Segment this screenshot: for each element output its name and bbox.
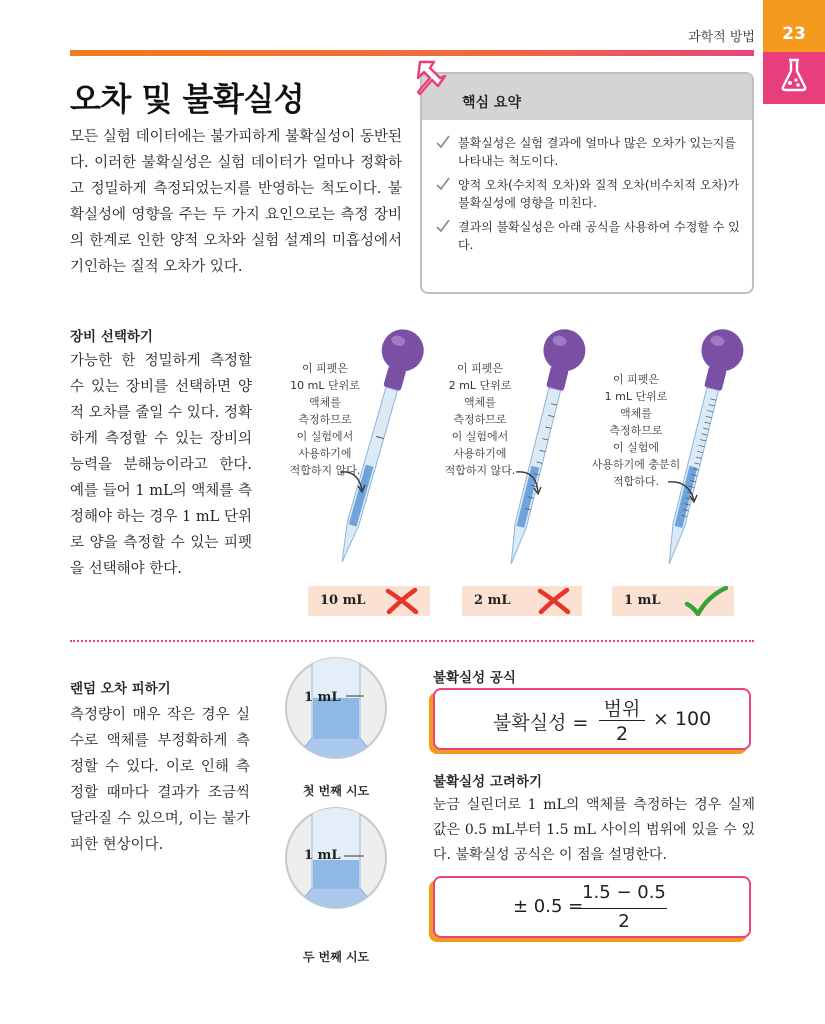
fraction-bar — [581, 908, 667, 909]
equipment-paragraph: 가능한 한 정밀하게 측정할 수 있는 장비를 선택하면 양적 오차를 줄일 수 있다. 정확하게 측정할 수 있는 장비의 능력을 분해능이라고 한다. 예를 들어 1 mL의 액체를 측정해야 하는 경우 1 mL 단위로 양을 측정할 수 있는 피펫을 선택해야 한다. — [70, 353, 252, 577]
random-heading: 랜덤 오차 피하기 — [70, 681, 171, 697]
trial-2-label: 두 번째 시도 — [302, 950, 370, 964]
fraction-bar — [599, 720, 645, 721]
check-icon — [436, 219, 450, 233]
pipette-caption: 이 피펫은 10 mL 단위로 액체를 측정하므로 이 실험에서 사용하기에 적합하지 않다. — [289, 362, 361, 477]
page-tab — [763, 0, 825, 104]
pipette-label-2ml: 2 mL — [462, 586, 582, 616]
example-denominator: 2 — [618, 911, 630, 932]
flask-icon — [780, 58, 808, 92]
pipette-label-10ml: 10 mL — [308, 586, 430, 616]
cross-icon — [384, 588, 420, 614]
formula-multiplier: × 100 — [653, 708, 712, 730]
pipette-caption: 이 피펫은 1 mL 단위로 액체를 측정하므로 이 실험에 사용하기에 충분히 적합하다. — [591, 373, 681, 488]
random-paragraph: 측정량이 매우 작은 경우 실수로 액체를 부정확하게 측정할 수 있다. 이로 인해 측정할 때마다 결과가 조금씩 달라질 수 있으며, 이는 불가피한 현상이다. — [70, 707, 250, 853]
summary-item: 양적 오차(수치적 오차)와 질적 오차(비수치적 오차)가 불확실성에 영향을 미친다. — [436, 176, 740, 212]
intro-paragraph: 모든 실험 데이터에는 불가피하게 불확실성이 동반된다. 이러한 불확실성은 실험 데이터가 얼마나 정확하고 정밀하게 측정되었는지를 반영하는 척도이다. 불확실성에 영향을 주는 두 가지 요인으로는 측정 장비의 한계로 인한 양적 오차와 실험 설계의 미흡성에서 기인하는 질적 오차가 있다. — [70, 129, 402, 275]
formula-numerator: 범위 — [603, 698, 641, 720]
check-icon — [436, 177, 450, 191]
pin-icon — [414, 58, 452, 98]
summary-title: 핵심 요약 — [462, 95, 521, 111]
section-title: 과학적 방법 — [688, 30, 755, 45]
trial-2-mark: 1 mL — [304, 848, 341, 863]
equipment-heading: 장비 선택하기 — [70, 329, 153, 345]
summary-item: 결과의 불확실성은 아래 공식을 사용하여 수정할 수 있다. — [436, 218, 740, 254]
page-title: 오차 및 불확실성 — [70, 80, 305, 118]
pipette-caption: 이 피펫은 2 mL 단위로 액체를 측정하므로 이 실험에서 사용하기에 적합하지 않다. — [444, 362, 516, 477]
formula-box — [433, 688, 751, 750]
consider-heading: 불확실성 고려하기 — [433, 774, 543, 790]
check-icon — [684, 586, 728, 616]
pipette-label-1ml: 1 mL — [612, 586, 734, 616]
formula-heading: 불확실성 공식 — [433, 670, 516, 686]
section-divider — [70, 640, 754, 642]
trial-1-label: 첫 번째 시도 — [302, 784, 370, 798]
trial-1-cylinder — [284, 656, 388, 760]
consider-paragraph: 눈금 실린더로 1 mL의 액체를 측정하는 경우 실제 값은 0.5 mL부터 1.5 mL 사이의 범위에 있을 수 있다. 불확실성 공식은 이 점을 설명한다. — [433, 797, 755, 863]
formula-denominator: 2 — [615, 723, 629, 745]
example-lhs: ± 0.5 = — [513, 896, 584, 917]
summary-box — [420, 72, 754, 294]
formula-lhs: 불확실성 = — [493, 712, 589, 734]
header-rule — [70, 50, 754, 56]
page-number: 23 — [782, 24, 806, 44]
summary-item: 불확실성은 실험 결과에 얼마나 많은 오차가 있는지를 나타내는 척도이다. — [436, 134, 740, 170]
cross-icon — [536, 588, 572, 614]
trial-1-mark: 1 mL — [304, 690, 341, 705]
example-numerator: 1.5 − 0.5 — [582, 882, 666, 903]
check-icon — [436, 135, 450, 149]
example-formula-box — [433, 876, 751, 938]
